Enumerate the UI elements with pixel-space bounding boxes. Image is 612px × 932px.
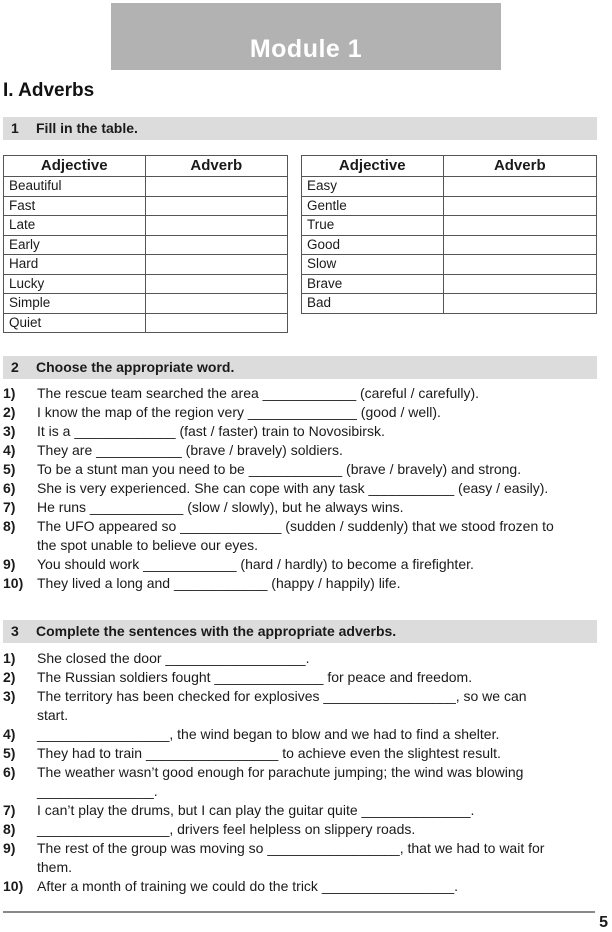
- header-adjective: Adjective: [4, 156, 146, 177]
- list-item: [0, 460, 600, 479]
- item-number: 1): [3, 650, 16, 666]
- adverb-answer-cell[interactable]: [443, 196, 596, 216]
- adverb-answer-cell[interactable]: [145, 177, 287, 197]
- list-item: [0, 384, 600, 403]
- adjective-table-right: [301, 155, 597, 314]
- adjective-cell: Early: [4, 235, 146, 255]
- item-number: 7): [3, 802, 16, 818]
- item-text: _________________, drivers feel helpless on slippery roads.: [37, 821, 416, 837]
- item-text: The UFO appeared so _____________ (sudden / suddenly) that we stood frozen to: [37, 518, 554, 534]
- item-number: 1): [3, 385, 16, 401]
- list-item: [0, 498, 600, 517]
- list-item-continuation: [0, 706, 600, 725]
- item-text: It is a _____________ (fast / faster) train to Novosibirsk.: [37, 423, 385, 439]
- item-text: They are ___________ (brave / bravely) soldiers.: [37, 442, 343, 458]
- item-text: the spot unable to believe our eyes.: [37, 537, 259, 553]
- item-text: them.: [37, 859, 73, 875]
- item-number: 8): [3, 518, 16, 534]
- list-item-continuation: [0, 536, 600, 555]
- task3-number: 3: [11, 623, 19, 639]
- list-item: [0, 403, 600, 422]
- adjective-cell: Bad: [302, 294, 444, 314]
- item-number: 6): [3, 764, 16, 780]
- task3-header: [3, 620, 597, 643]
- list-item: [0, 839, 600, 858]
- item-number: 2): [3, 404, 16, 420]
- item-text: They lived a long and ____________ (happy / happily) life.: [37, 575, 401, 591]
- list-item: [0, 763, 600, 782]
- list-item: [0, 422, 600, 441]
- item-number: 3): [3, 423, 16, 439]
- header-adverb: Adverb: [443, 156, 596, 177]
- task2-number: 2: [11, 359, 19, 375]
- adverb-answer-cell[interactable]: [145, 216, 287, 236]
- adjective-cell: Lucky: [4, 274, 146, 294]
- adverb-answer-cell[interactable]: [443, 216, 596, 236]
- header-adjective: Adjective: [302, 156, 444, 177]
- list-item: [0, 877, 600, 896]
- list-item: [0, 555, 600, 574]
- adjective-cell: True: [302, 216, 444, 236]
- item-text: They had to train _________________ to achieve even the slightest result.: [37, 745, 501, 761]
- item-number: 4): [3, 442, 16, 458]
- item-number: 7): [3, 499, 16, 515]
- adjective-cell: Beautiful: [4, 177, 146, 197]
- list-item: [0, 820, 600, 839]
- adverb-answer-cell[interactable]: [145, 313, 287, 333]
- adverb-answer-cell[interactable]: [145, 294, 287, 314]
- module-banner: [111, 3, 501, 70]
- adjective-cell: Hard: [4, 255, 146, 275]
- item-text: I can’t play the drums, but I can play the guitar quite ______________.: [37, 802, 475, 818]
- adjective-cell: Gentle: [302, 196, 444, 216]
- item-text: To be a stunt man you need to be ____________ (brave / bravely) and strong.: [37, 461, 522, 477]
- adjective-cell: Good: [302, 235, 444, 255]
- adjective-cell: Slow: [302, 255, 444, 275]
- list-item: [0, 725, 600, 744]
- item-number: 8): [3, 821, 16, 837]
- adverb-answer-cell[interactable]: [145, 274, 287, 294]
- adverb-answer-cell[interactable]: [443, 255, 596, 275]
- item-text: She closed the door __________________.: [37, 650, 310, 666]
- section-title: I. Adverbs: [3, 80, 95, 101]
- item-number: 4): [3, 726, 16, 742]
- adjective-cell: Late: [4, 216, 146, 236]
- item-text: _______________.: [37, 783, 158, 799]
- adjective-cell: Easy: [302, 177, 444, 197]
- task1-header: [3, 117, 597, 140]
- adverb-answer-cell[interactable]: [145, 196, 287, 216]
- item-number: 10): [3, 878, 24, 894]
- list-item: [0, 517, 600, 536]
- adverb-answer-cell[interactable]: [145, 235, 287, 255]
- page-number: 5: [599, 914, 608, 931]
- list-item: [0, 574, 600, 593]
- adjective-cell: Brave: [302, 274, 444, 294]
- item-number: 5): [3, 745, 16, 761]
- adverb-answer-cell[interactable]: [145, 255, 287, 275]
- list-item: [0, 687, 600, 706]
- item-text: I know the map of the region very ______________ (good / well).: [37, 404, 441, 420]
- item-text: The territory has been checked for explosives _________________, so we can: [37, 688, 527, 704]
- adjective-cell: Quiet: [4, 313, 146, 333]
- task2-header: [3, 356, 597, 379]
- item-number: 5): [3, 461, 16, 477]
- task1-number: 1: [11, 120, 19, 136]
- list-item: [0, 801, 600, 820]
- task3-instruction: Complete the sentences with the appropriate adverbs.: [36, 623, 397, 639]
- module-title: Module 1: [249, 35, 363, 63]
- item-number: 9): [3, 556, 16, 572]
- item-text: start.: [37, 707, 69, 723]
- item-number: 10): [3, 575, 24, 591]
- adjective-cell: Fast: [4, 196, 146, 216]
- footer-divider: [3, 911, 595, 913]
- item-number: 3): [3, 688, 16, 704]
- list-item-continuation: [0, 782, 600, 801]
- adverb-answer-cell[interactable]: [443, 177, 596, 197]
- item-text: You should work ____________ (hard / hardly) to become a firefighter.: [37, 556, 474, 572]
- header-adverb: Adverb: [145, 156, 287, 177]
- item-text: She is very experienced. She can cope with any task ___________ (easy / easily).: [37, 480, 549, 496]
- list-item: [0, 649, 600, 668]
- item-number: 9): [3, 840, 16, 856]
- adverb-answer-cell[interactable]: [443, 294, 596, 314]
- item-text: The weather wasn’t good enough for parachute jumping; the wind was blowing: [37, 764, 524, 780]
- item-text: The rest of the group was moving so _________________, that we had to wait for: [37, 840, 545, 856]
- adjective-table-left: [3, 155, 288, 333]
- item-text: After a month of training we could do the trick _________________.: [37, 878, 459, 894]
- list-item-continuation: [0, 858, 600, 877]
- task1-instruction: Fill in the table.: [36, 120, 138, 136]
- adverb-answer-cell[interactable]: [443, 274, 596, 294]
- list-item: [0, 744, 600, 763]
- item-text: He runs ____________ (slow / slowly), but he always wins.: [37, 499, 404, 515]
- adjective-cell: Simple: [4, 294, 146, 314]
- task2-instruction: Choose the appropriate word.: [36, 359, 235, 375]
- list-item: [0, 668, 600, 687]
- item-number: 6): [3, 480, 16, 496]
- adverb-answer-cell[interactable]: [443, 235, 596, 255]
- item-text: The Russian soldiers fought ______________ for peace and freedom.: [37, 669, 473, 685]
- list-item: [0, 441, 600, 460]
- list-item: [0, 479, 600, 498]
- item-text: _________________, the wind began to blow and we had to find a shelter.: [37, 726, 500, 742]
- item-text: The rescue team searched the area ____________ (careful / carefully).: [37, 385, 480, 401]
- item-number: 2): [3, 669, 16, 685]
